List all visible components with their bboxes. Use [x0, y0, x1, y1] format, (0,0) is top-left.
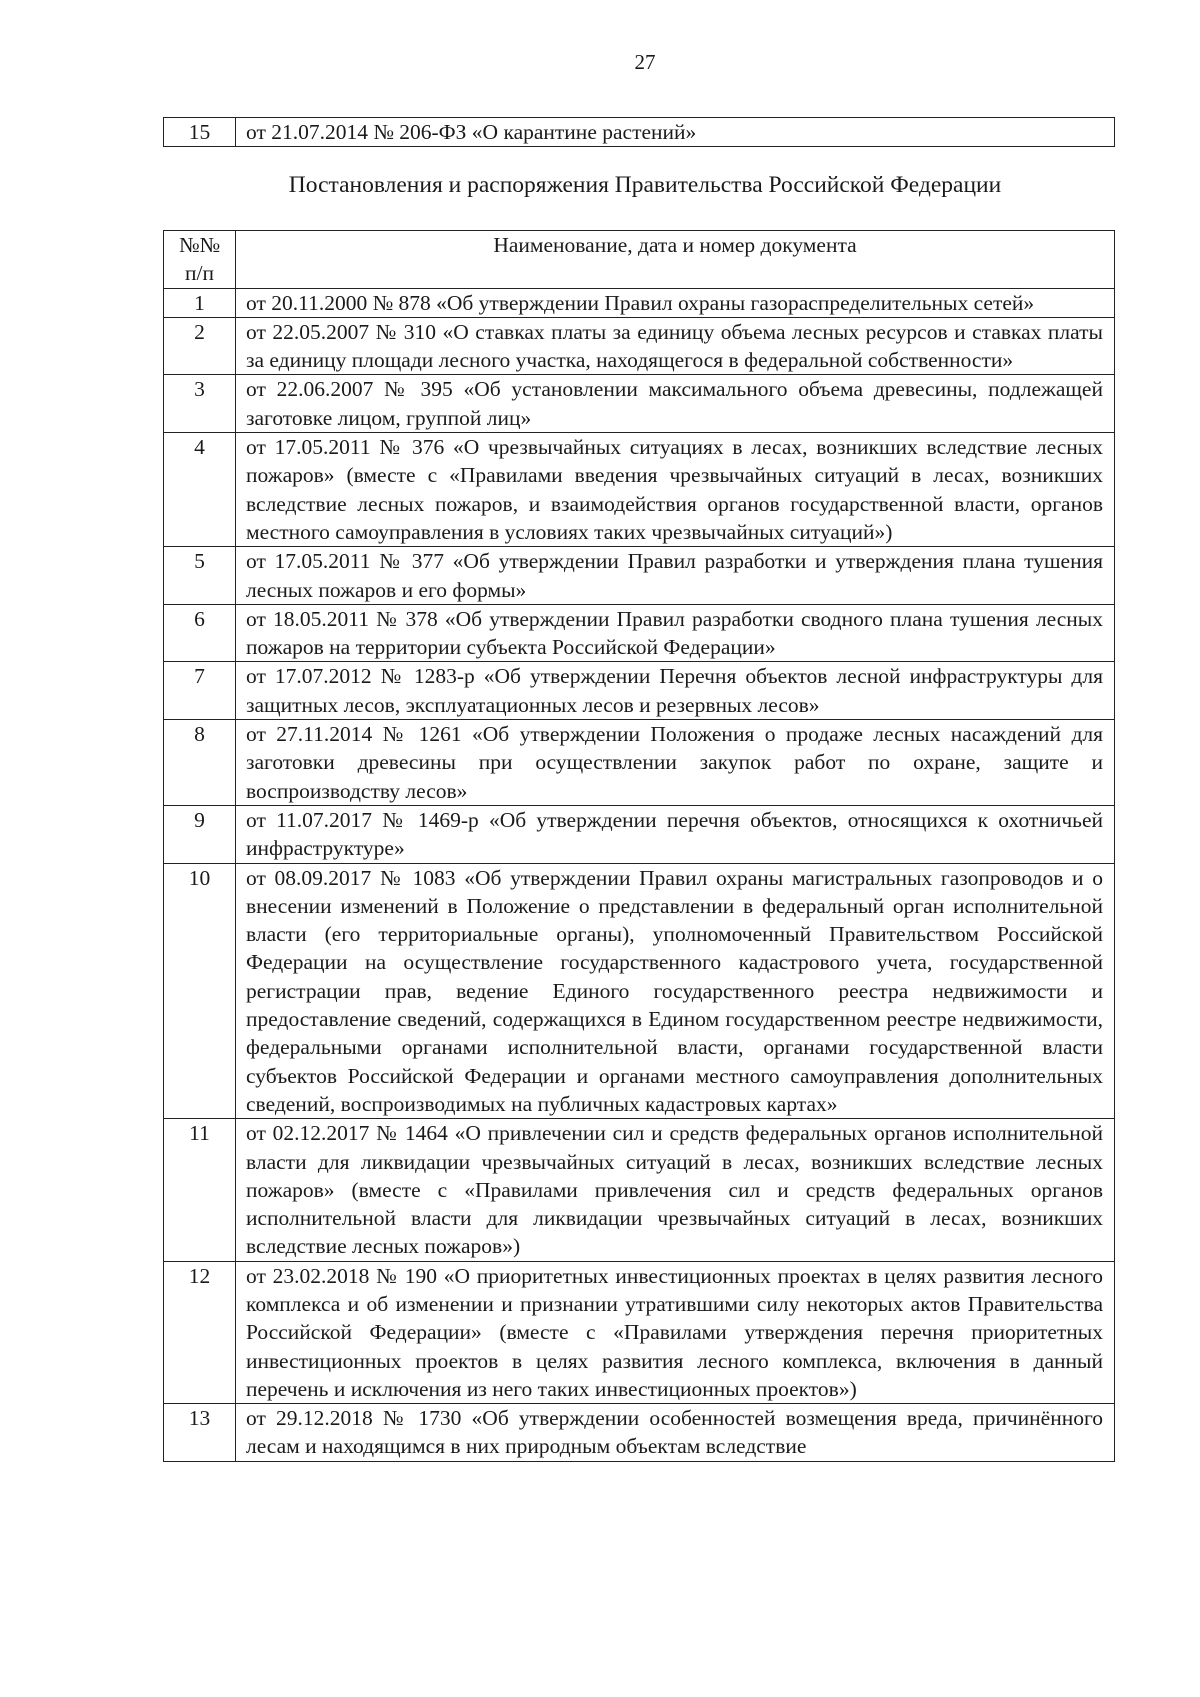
table-row: [164, 805, 1115, 863]
table-row: [164, 375, 1115, 433]
row-number: 1: [164, 288, 236, 317]
row-number: 4: [164, 433, 236, 547]
government-acts-table: [163, 230, 1115, 1462]
header-number-line1: №№: [178, 233, 221, 257]
document-description: от 27.11.2014 № 1261 «Об утверждении Положения о продаже лесных насаждений для заготовки древесины при осуществлении закупок работ по охране, защите и воспроизводству лесов»: [236, 720, 1115, 806]
main-table-body: [164, 288, 1115, 1461]
top-table-body: [164, 118, 1115, 147]
table-row: [164, 118, 1115, 147]
row-number: 3: [164, 375, 236, 433]
document-description: от 08.09.2017 № 1083 «Об утверждении Правил охраны магистральных газопроводов и о внесении изменений в Положение о представлении в федеральный орган исполнительной власти (его территориальные органы), уполномоченный Правительством Российской Федерации на осуществление государственного кадастрового учета, государственной регистрации прав, ведение Единого государственного реестра недвижимости и предоставление сведений, содержащихся в Едином государственном реестре недвижимости, федеральными органами исполнительной власти, органами государственной власти субъектов Российской Федерации и органами местного самоуправления дополнительных сведений, воспроизводимых на публичных кадастровых картах»: [236, 863, 1115, 1119]
page-number: 27: [634, 50, 656, 74]
row-number: 11: [164, 1119, 236, 1261]
row-number: 6: [164, 604, 236, 662]
document-description: от 22.05.2007 № 310 «О ставках платы за единицу объема лесных ресурсов и ставках платы за единицу площади лесного участка, находящегося в федеральной собственности»: [236, 317, 1115, 375]
row-number: 8: [164, 720, 236, 806]
header-number-line2: п/п: [185, 261, 214, 286]
table-row: [164, 1261, 1115, 1403]
row-number: 10: [164, 863, 236, 1119]
document-description: от 02.12.2017 № 1464 «О привлечении сил и средств федеральных органов исполнительной власти для ликвидации чрезвычайных ситуаций в лесах, возникших вследствие лесных пожаров» (вместе с «Правилами привлечения сил и средств федеральных органов исполнительной власти для ликвидации чрезвычайных ситуаций в лесах, возникших вследствие лесных пожаров»): [236, 1119, 1115, 1261]
document-description: от 23.02.2018 № 190 «О приоритетных инвестиционных проектах в целях развития лесного комплекса и об изменении и признании утратившими силу некоторых актов Правительства Российской Федерации» (вместе с «Правилами утверждения перечня приоритетных инвестиционных проектов в целях развития лесного комплекса, включения в данный перечень и исключения из него таких инвестиционных проектов»): [236, 1261, 1115, 1403]
row-number: 12: [164, 1261, 236, 1403]
table-row: [164, 604, 1115, 662]
document-description: от 29.12.2018 № 1730 «Об утверждении особенностей возмещения вреда, причинённого лесам и находящимся в них природным объектам вследствие: [236, 1404, 1115, 1462]
table-row: [164, 662, 1115, 720]
document-description: от 18.05.2011 № 378 «Об утверждении Правил разработки сводного плана тушения лесных пожаров на территории субъекта Российской Федерации»: [236, 604, 1115, 662]
table-row: [164, 547, 1115, 605]
table-row: [164, 720, 1115, 806]
table-row: [164, 1119, 1115, 1261]
row-number: 13: [164, 1404, 236, 1462]
federal-laws-table-continuation: [163, 117, 1115, 147]
table-row: [164, 433, 1115, 547]
document-description: от 20.11.2000 № 878 «Об утверждении Правил охраны газораспределительных сетей»: [236, 288, 1115, 317]
row-number: 7: [164, 662, 236, 720]
header-number-column: [164, 231, 236, 289]
row-number: 15: [164, 118, 236, 147]
document-description: от 21.07.2014 № 206-ФЗ «О карантине растений»: [236, 118, 1115, 147]
table-row: [164, 288, 1115, 317]
row-number: 2: [164, 317, 236, 375]
table-header-row: [164, 231, 1115, 289]
document-description: от 17.07.2012 № 1283-р «Об утверждении Перечня объектов лесной инфраструктуры для защитных лесов, эксплуатационных лесов и резервных лесов»: [236, 662, 1115, 720]
table-row: [164, 863, 1115, 1119]
document-description: от 17.05.2011 № 377 «Об утверждении Правил разработки и утверждения плана тушения лесных пожаров и его формы»: [236, 547, 1115, 605]
row-number: 9: [164, 805, 236, 863]
table-row: [164, 1404, 1115, 1462]
header-name-column: Наименование, дата и номер документа: [236, 231, 1115, 289]
document-description: от 17.05.2011 № 376 «О чрезвычайных ситуациях в лесах, возникших вследствие лесных пожаров» (вместе с «Правилами введения чрезвычайных ситуаций в лесах, возникших вследствие лесных пожаров, и взаимодействия органов государственной власти, органов местного самоуправления в условиях таких чрезвычайных ситуаций»): [236, 433, 1115, 547]
document-description: от 11.07.2017 № 1469-р «Об утверждении перечня объектов, относящихся к охотничьей инфраструктуре»: [236, 805, 1115, 863]
document-description: от 22.06.2007 № 395 «Об установлении максимального объема древесины, подлежащей заготовке лицом, группой лиц»: [236, 375, 1115, 433]
table-row: [164, 317, 1115, 375]
row-number: 5: [164, 547, 236, 605]
section-heading: Постановления и распоряжения Правительства Российской Федерации: [288, 172, 1002, 198]
